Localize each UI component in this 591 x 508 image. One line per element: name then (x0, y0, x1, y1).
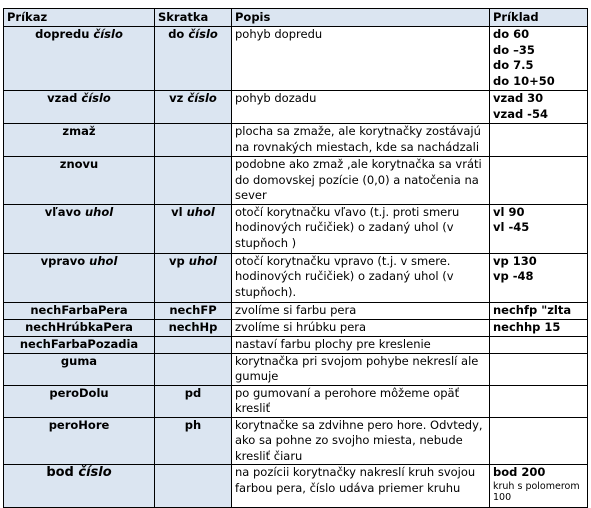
command-name: dopredu (35, 27, 90, 41)
example-cell (490, 417, 588, 465)
command-name: bod (46, 465, 74, 480)
command-cell (4, 157, 155, 205)
command-cell (4, 385, 155, 417)
command-name: nechFarbaPozadia (19, 336, 139, 351)
header-short: Skratka (155, 9, 232, 27)
example-note: kruh s polomerom 100 (493, 480, 580, 503)
description-cell: na pozícii korytnačky nakreslí kruh svojou farbou pera, číslo udáva priemer kruhu (232, 465, 490, 508)
command-arg: uhol (84, 204, 114, 219)
short-arg: číslo (187, 91, 217, 105)
header-row (4, 9, 588, 27)
command-cell (4, 353, 155, 385)
description-cell: korytnačke sa zdvihne pero hore. Odvtedy, ako sa pohne zo svojho miesta, nebude kresliť čiaru (232, 417, 490, 465)
short-name: nechFP (169, 302, 217, 317)
example-cell (490, 253, 588, 302)
short-name: nechHp (168, 319, 218, 334)
short-cell (155, 417, 232, 465)
description-cell: otočí korytnačku vpravo (t.j. v smere. hodinových ručičiek) o zadaný uhol (v stupňoch). (232, 253, 490, 302)
table-row (4, 302, 588, 319)
example-line: nechhp 15 (493, 319, 561, 334)
example-cell (490, 157, 588, 205)
short-cell (155, 353, 232, 385)
header-description: Popis (232, 9, 490, 27)
example-cell (490, 336, 588, 353)
short-cell (155, 385, 232, 417)
example-line: vp 130 (493, 253, 537, 268)
command-cell (4, 336, 155, 353)
table-row (4, 353, 588, 385)
short-cell (155, 465, 232, 508)
short-arg: uhol (186, 204, 215, 219)
table-row (4, 27, 588, 91)
description-cell: pohyb dozadu (232, 91, 490, 124)
command-cell (4, 302, 155, 319)
command-name: guma (60, 353, 98, 368)
example-line: vzad 30 (493, 91, 544, 105)
example-line: do 60 (493, 27, 530, 41)
short-name: vz (169, 91, 184, 105)
header-command: Príkaz (4, 9, 155, 27)
command-cell (4, 204, 155, 253)
example-line: bod 200 (493, 465, 546, 479)
short-cell (155, 27, 232, 91)
description-cell: po gumovaní a perohore môžeme opäť kresliť (232, 385, 490, 417)
example-cell (490, 302, 588, 319)
command-name: nechFarbaPera (30, 302, 128, 317)
command-arg: číslo (93, 27, 123, 41)
command-name: vzad (47, 91, 78, 105)
command-name: vľavo (44, 204, 81, 219)
description-cell: zvolíme si farbu pera (232, 302, 490, 319)
table-row (4, 253, 588, 302)
example-line: vl 90 (493, 204, 525, 219)
command-cell (4, 91, 155, 124)
table-row (4, 336, 588, 353)
example-cell (490, 353, 588, 385)
example-line: vzad -54 (493, 106, 548, 121)
description-cell: otočí korytnačku vľavo (t.j. proti smeru hodinových ručičiek) o zadaný uhol (v stupňoch ) (232, 204, 490, 253)
command-cell (4, 417, 155, 465)
table-row (4, 124, 588, 157)
command-cell (4, 124, 155, 157)
example-cell (490, 27, 588, 91)
short-name: ph (184, 417, 202, 432)
example-line: nechfp "zlta (493, 302, 572, 317)
example-cell (490, 124, 588, 157)
short-cell (155, 91, 232, 124)
command-arg: uhol (89, 253, 118, 268)
command-name: peroHore (48, 417, 110, 432)
command-name: zmaž (62, 124, 96, 138)
header-example: Príklad (490, 9, 588, 27)
short-name: vl (171, 204, 183, 219)
short-cell (155, 302, 232, 319)
command-cell (4, 253, 155, 302)
table-row (4, 204, 588, 253)
table-row (4, 417, 588, 465)
example-line: vl -45 (493, 220, 530, 234)
command-name: znovu (59, 157, 99, 171)
short-cell (155, 157, 232, 205)
example-line: do 7.5 (493, 58, 534, 72)
command-cell (4, 319, 155, 336)
example-line: vp -48 (493, 269, 534, 283)
short-cell (155, 204, 232, 253)
example-cell (490, 319, 588, 336)
table-row (4, 157, 588, 205)
short-cell (155, 253, 232, 302)
short-arg: uhol (188, 253, 217, 268)
example-cell (490, 91, 588, 124)
short-cell (155, 319, 232, 336)
example-line: do –35 (493, 42, 535, 57)
description-cell: pohyb dopredu (232, 27, 490, 91)
table-row (4, 319, 588, 336)
description-cell: plocha sa zmaže, ale korytnačky zostávajú na rovnakých miestach, kde sa nachádzali (232, 124, 490, 157)
short-cell (155, 336, 232, 353)
command-arg: číslo (78, 465, 112, 480)
short-name: pd (184, 385, 202, 400)
description-cell: korytnačka pri svojom pohybe nekreslí ale gumuje (232, 353, 490, 385)
command-cell (4, 27, 155, 91)
table-row (4, 385, 588, 417)
description-cell: zvolíme si hrúbku pera (232, 319, 490, 336)
commands-table (3, 8, 588, 508)
short-arg: číslo (188, 27, 218, 41)
command-arg: číslo (81, 91, 111, 105)
description-cell: podobne ako zmaž ,ale korytnačka sa vráti do domovskej pozície (0,0) a natočenia na sever (232, 157, 490, 205)
command-name: nechHrúbkaPera (25, 319, 133, 334)
short-cell (155, 124, 232, 157)
command-name: peroDolu (49, 385, 109, 400)
short-name: do (168, 27, 185, 41)
description-cell: nastaví farbu plochy pre kreslenie (232, 336, 490, 353)
table-row (4, 91, 588, 124)
example-cell (490, 204, 588, 253)
command-name: vpravo (40, 253, 86, 268)
short-name: vp (169, 253, 185, 268)
table-row (4, 465, 588, 508)
example-cell (490, 465, 588, 508)
example-line: do 10+50 (493, 73, 555, 88)
command-cell (4, 465, 155, 508)
example-cell (490, 385, 588, 417)
